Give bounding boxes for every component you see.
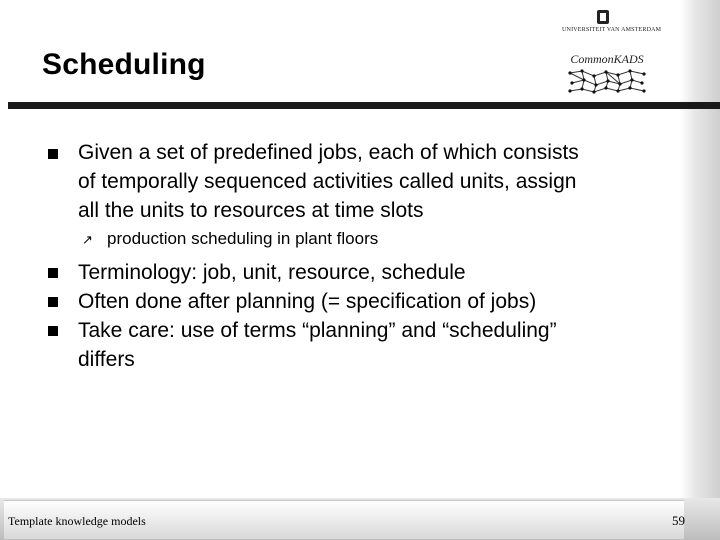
bullet-1-line-2: of temporally sequenced activities called units, assign [78, 170, 577, 193]
commonkads-logo-text: CommonKADS [570, 52, 644, 66]
sub-bullet-1: production scheduling in plant floors [107, 229, 379, 248]
title-divider [8, 102, 720, 109]
square-bullet-icon [48, 268, 58, 278]
bullet-2-line-1: Terminology: job, unit, resource, schedule [78, 261, 466, 284]
square-bullet-icon [48, 149, 58, 159]
bullet-4-line-1: Take care: use of terms “planning” and “scheduling” [78, 319, 557, 342]
arrow-bullet-icon: ↗ [82, 232, 93, 247]
footer-label: Template knowledge models [8, 514, 146, 528]
university-emblem-icon [597, 10, 609, 24]
right-shade-strip [680, 0, 720, 540]
bullet-1-line-1: Given a set of predefined jobs, each of which consists [78, 141, 579, 164]
bullet-1-line-3: all the units to resources at time slots [78, 199, 424, 222]
page-number: 59 [672, 513, 685, 528]
commonkads-logo [566, 52, 648, 96]
bullet-3-line-1: Often done after planning (= specification of jobs) [78, 290, 537, 313]
university-logo [562, 10, 662, 44]
commonkads-network-icon [566, 67, 648, 95]
square-bullet-icon [48, 297, 58, 307]
square-bullet-icon [48, 326, 58, 336]
bullet-4-line-2: differs [78, 348, 135, 371]
slide-title: Scheduling [42, 48, 206, 81]
university-logo-text: UNIVERSITEIT VAN AMSTERDAM [562, 27, 662, 33]
